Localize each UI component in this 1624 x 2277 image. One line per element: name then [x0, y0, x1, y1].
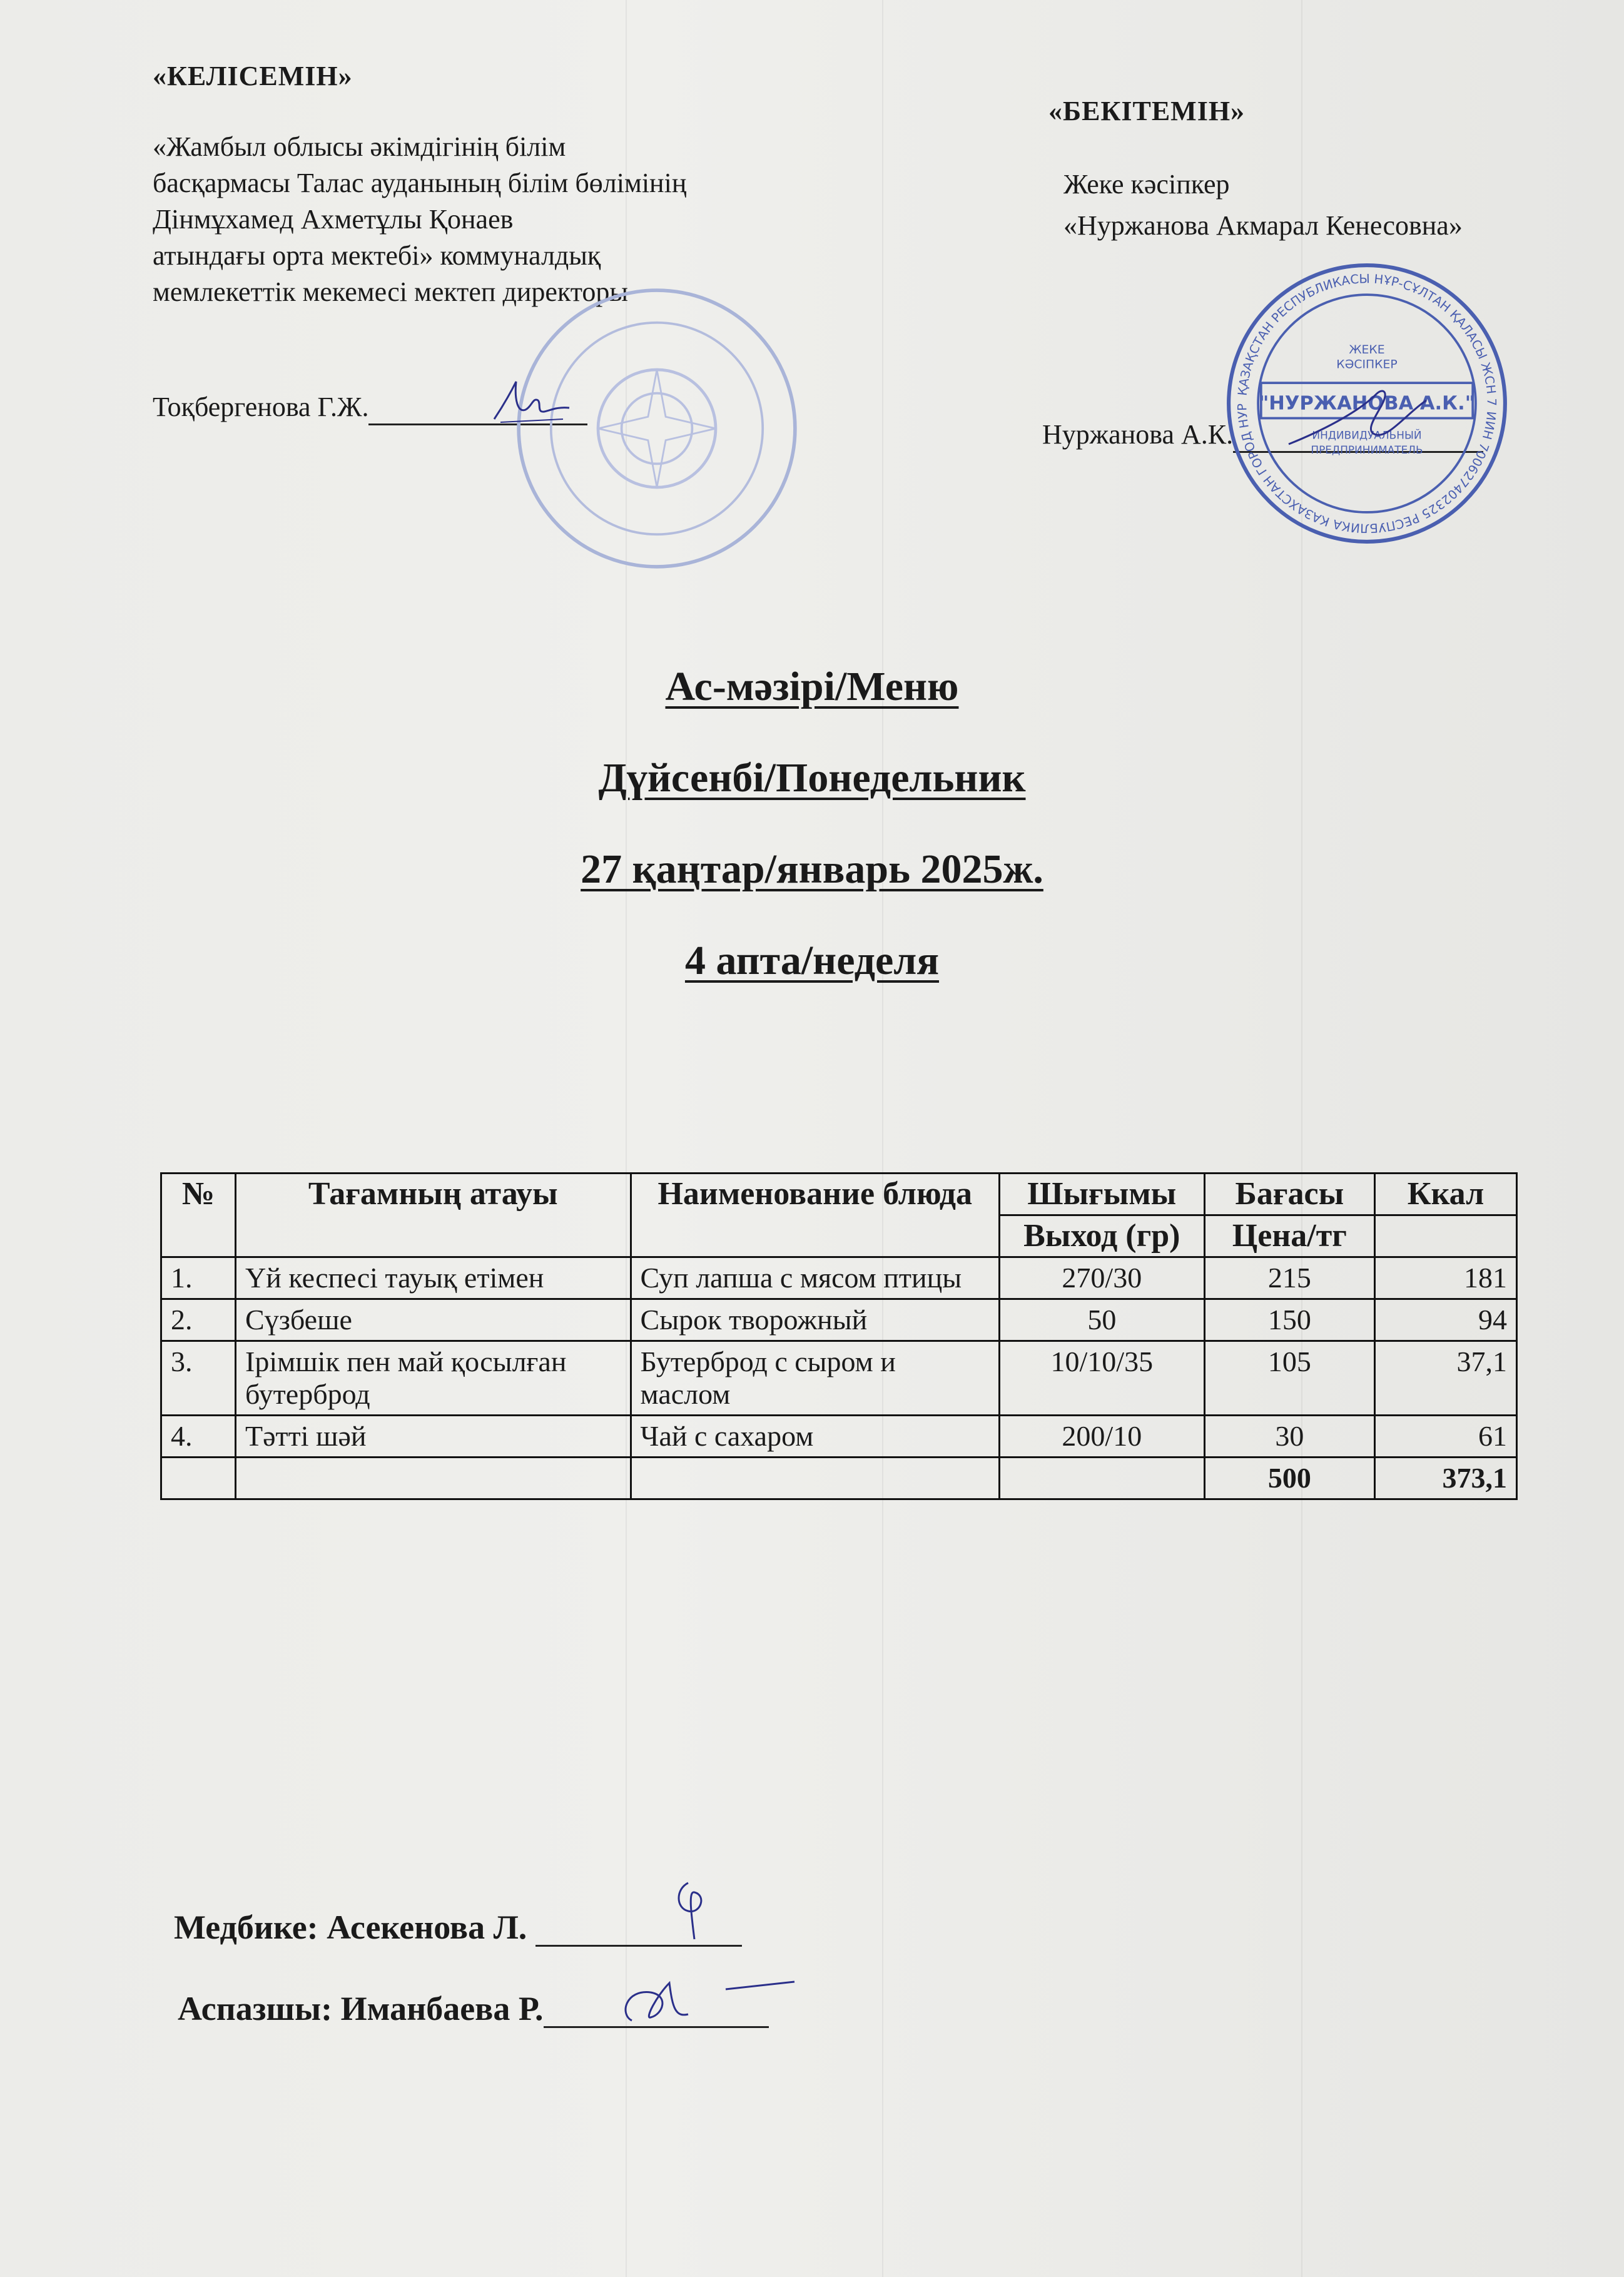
- cell-empty: [631, 1458, 999, 1499]
- approved-signatory-name: Нуржанова А.К.: [1042, 419, 1234, 450]
- stamp-ring-top: ҚАЗАҚСТАН РЕСПУБЛИКАСЫ НҰР-СҰЛТАН ҚАЛАСЫ ЖСН 7: [1235, 271, 1499, 407]
- menu-title: Ас-мәзірі/Меню: [665, 664, 959, 709]
- table-row: [161, 1257, 1517, 1299]
- cell-price: 215: [1204, 1257, 1374, 1299]
- entrepreneur-signature: [1282, 375, 1445, 457]
- cook-signature: [613, 1970, 801, 2039]
- nurse-signature: [651, 1877, 738, 1945]
- table-header-row: [161, 1174, 1517, 1215]
- cell-kcal: 181: [1374, 1257, 1516, 1299]
- cell-no: 4.: [161, 1416, 236, 1458]
- col-header-price-ru: Цена/тг: [1204, 1215, 1374, 1257]
- menu-title-block: [0, 663, 1624, 985]
- col-header-name-ru: Наименование блюда: [631, 1174, 999, 1257]
- cell-price: 150: [1204, 1299, 1374, 1341]
- cell-yield: 200/10: [999, 1416, 1204, 1458]
- table-row: [161, 1299, 1517, 1341]
- cell-name-kz: Үй кеспесі тауық етімен: [236, 1257, 631, 1299]
- col-header-price-kz: Бағасы: [1204, 1174, 1374, 1215]
- cell-yield: 10/10/35: [999, 1341, 1204, 1416]
- cell-kcal: 61: [1374, 1416, 1516, 1458]
- stamp-inner-bottom: ИНДИВИДУАЛЬНЫЙ: [1312, 429, 1422, 442]
- menu-date: 27 қаңтар/январь 2025ж.: [581, 846, 1043, 892]
- agreed-signatory-name: Тоқбергенова Г.Ж.: [153, 392, 369, 422]
- col-header-yield-ru: Выход (гр): [999, 1215, 1204, 1257]
- agreed-line: атындағы орта мектебі» коммуналдық: [153, 240, 601, 271]
- cell-name-ru: Бутерброд с сыром и маслом: [631, 1341, 999, 1416]
- cell-yield: 270/30: [999, 1257, 1204, 1299]
- stamp-center: "НУРЖАНОВА А.К.": [1259, 392, 1475, 415]
- cell-yield: 50: [999, 1299, 1204, 1341]
- cell-price: 30: [1204, 1416, 1374, 1458]
- table-row: [161, 1416, 1517, 1458]
- menu-week: 4 апта/неделя: [684, 938, 940, 983]
- stamp-inner-top: ЖЕКЕ: [1349, 343, 1385, 357]
- agreed-line: басқармасы Талас ауданының білім бөлімінің: [153, 168, 687, 198]
- cell-no: 2.: [161, 1299, 236, 1341]
- cell-kcal: 37,1: [1374, 1341, 1516, 1416]
- cell-name-ru: Чай с сахаром: [631, 1416, 999, 1458]
- cook-label: Аспазшы: Иманбаева Р.: [178, 1990, 544, 2027]
- approved-line: Жеке кәсіпкер: [1063, 169, 1230, 200]
- cell-empty: [236, 1458, 631, 1499]
- stamp-inner-top2: КӘСІПКЕР: [1336, 358, 1398, 372]
- paper-fold-line: [882, 0, 883, 2277]
- cell-price: 105: [1204, 1341, 1374, 1416]
- col-header-yield-kz: Шығымы: [999, 1174, 1204, 1215]
- cell-name-kz: Сүзбеше: [236, 1299, 631, 1341]
- total-kcal: 373,1: [1374, 1458, 1516, 1499]
- agreed-title: «КЕЛІСЕМІН»: [153, 61, 353, 91]
- nurse-label: Медбике: Асекенова Л.: [174, 1909, 527, 1946]
- col-header-no: №: [161, 1174, 236, 1257]
- col-header-name-kz: Тағамның атауы: [236, 1174, 631, 1257]
- cell-kcal: 94: [1374, 1299, 1516, 1341]
- approved-line: «Нуржанова Акмарал Кенесовна»: [1063, 210, 1463, 241]
- menu-day: Дүйсенбі/Понедельник: [598, 755, 1026, 801]
- cell-no: 1.: [161, 1257, 236, 1299]
- cell-empty: [999, 1458, 1204, 1499]
- cell-empty: [161, 1458, 236, 1499]
- col-header-kcal: Ккал: [1374, 1174, 1516, 1215]
- cell-name-kz: Тәтті шәй: [236, 1416, 631, 1458]
- approved-block: [1063, 164, 1463, 246]
- cell-name-ru: Суп лапша с мясом птицы: [631, 1257, 999, 1299]
- cell-no: 3.: [161, 1341, 236, 1416]
- col-header-empty: [1374, 1215, 1516, 1257]
- stamp-ring-bottom: ИИН 700627402325 РЕСПУБЛИКА КАЗАХСТАН ГОРОД НУР: [1235, 403, 1499, 535]
- director-signature: [488, 375, 576, 432]
- cell-name-kz: Ірімшік пен май қосылған бутерброд: [236, 1341, 631, 1416]
- total-price: 500: [1204, 1458, 1374, 1499]
- cell-name-ru: Сырок творожный: [631, 1299, 999, 1341]
- stamp-inner-bottom2: ПРЕДПРИНИМАТЕЛЬ: [1311, 443, 1423, 456]
- approved-title: «БЕКІТЕМІН»: [1048, 96, 1246, 126]
- menu-table: [160, 1172, 1518, 1500]
- agreed-line: мемлекеттік мекемесі мектеп директоры: [153, 276, 628, 307]
- table-row: [161, 1341, 1517, 1416]
- agreed-line: Дінмұхамед Ахметұлы Қонаев: [153, 204, 514, 235]
- agreed-line: «Жамбыл облысы әкімдігінің білім: [153, 131, 566, 162]
- table-total-row: [161, 1458, 1517, 1499]
